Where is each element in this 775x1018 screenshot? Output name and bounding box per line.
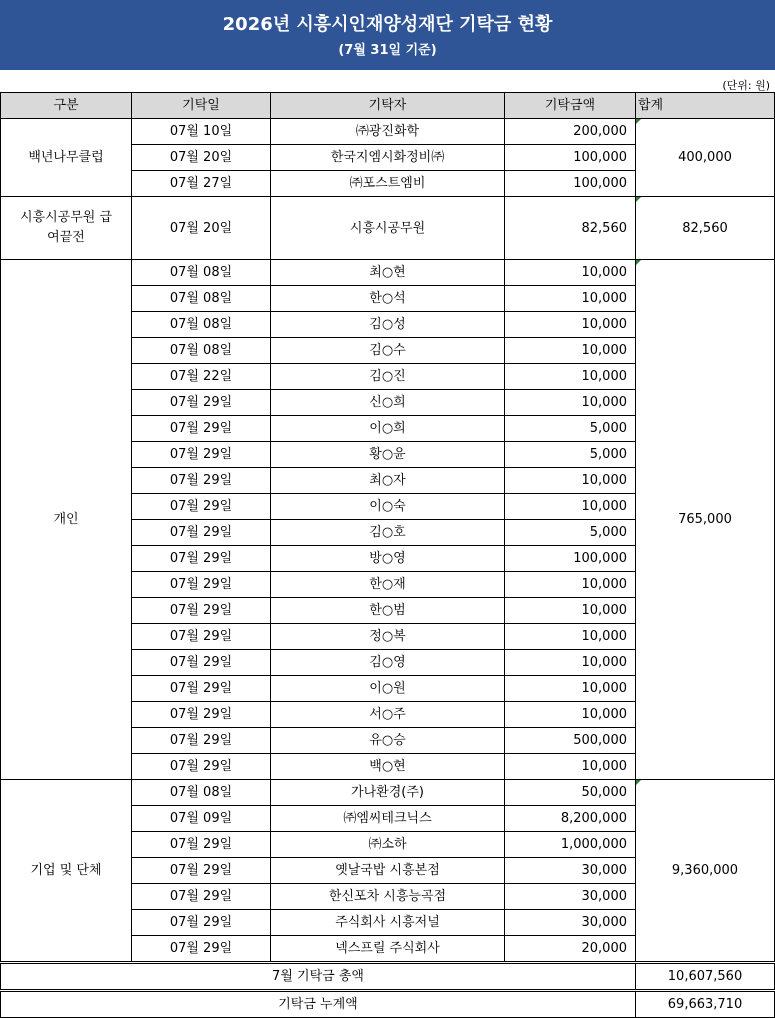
donation-date: 07월 29일 xyxy=(132,442,271,468)
donation-date: 07월 29일 xyxy=(132,884,271,910)
donation-amount: 82,560 xyxy=(505,197,636,260)
group-total xyxy=(636,780,775,963)
donation-date: 07월 29일 xyxy=(132,676,271,702)
donation-date: 07월 29일 xyxy=(132,598,271,624)
donor-name: 서○주 xyxy=(271,702,505,728)
group-total xyxy=(636,119,775,197)
donor-name: 이○원 xyxy=(271,676,505,702)
group-total xyxy=(636,197,775,260)
donation-amount: 200,000 xyxy=(505,119,636,145)
comment-marker-icon xyxy=(636,780,641,785)
donation-amount: 10,000 xyxy=(505,598,636,624)
table-body xyxy=(1,119,775,1018)
header-amount: 기탁금액 xyxy=(505,93,636,119)
donation-date: 07월 29일 xyxy=(132,832,271,858)
donor-name: 시흥시공무원 xyxy=(271,197,505,260)
total-value: 69,663,710 xyxy=(636,991,775,1018)
donor-name: 김○진 xyxy=(271,364,505,390)
donor-name: 정○복 xyxy=(271,624,505,650)
group-total-value: 400,000 xyxy=(678,150,732,165)
donation-amount: 10,000 xyxy=(505,494,636,520)
donation-date: 07월 20일 xyxy=(132,197,271,260)
donor-name: ㈜광진화학 xyxy=(271,119,505,145)
donation-date: 07월 27일 xyxy=(132,171,271,197)
donor-name: 황○윤 xyxy=(271,442,505,468)
donation-amount: 100,000 xyxy=(505,546,636,572)
group-name: 시흥시공무원 급여끝전 xyxy=(1,197,132,260)
total-label: 기탁금 누계액 xyxy=(1,991,636,1018)
donation-amount: 1,000,000 xyxy=(505,832,636,858)
donor-name: 최○현 xyxy=(271,260,505,286)
donation-date: 07월 10일 xyxy=(132,119,271,145)
donation-amount: 10,000 xyxy=(505,650,636,676)
donation-amount: 10,000 xyxy=(505,390,636,416)
donation-date: 07월 29일 xyxy=(132,910,271,936)
donation-amount: 5,000 xyxy=(505,416,636,442)
donation-amount: 500,000 xyxy=(505,728,636,754)
donation-date: 07월 29일 xyxy=(132,572,271,598)
donation-amount: 10,000 xyxy=(505,754,636,780)
donation-date: 07월 29일 xyxy=(132,702,271,728)
donation-date: 07월 29일 xyxy=(132,468,271,494)
donation-date: 07월 29일 xyxy=(132,416,271,442)
donation-date: 07월 29일 xyxy=(132,650,271,676)
header-total: 합계 xyxy=(636,93,775,119)
header-category: 구분 xyxy=(1,93,132,119)
comment-marker-icon xyxy=(636,197,641,202)
donor-name: 한국지엠시화정비㈜ xyxy=(271,145,505,171)
donation-amount: 10,000 xyxy=(505,286,636,312)
donor-name: 한신포차 시흥능곡점 xyxy=(271,884,505,910)
donor-name: 한○석 xyxy=(271,286,505,312)
donation-amount: 30,000 xyxy=(505,858,636,884)
donor-name: 유○승 xyxy=(271,728,505,754)
page-subtitle: (7월 31일 기준) xyxy=(338,43,437,58)
donor-name: 옛날국밥 시흥본점 xyxy=(271,858,505,884)
donation-date: 07월 29일 xyxy=(132,494,271,520)
donation-date: 07월 08일 xyxy=(132,260,271,286)
table-row xyxy=(1,119,775,145)
table-row xyxy=(1,260,775,286)
unit-note: (단위: 원) xyxy=(722,79,770,92)
donation-amount: 10,000 xyxy=(505,702,636,728)
donor-name: 김○성 xyxy=(271,312,505,338)
header-donor: 기탁자 xyxy=(271,93,505,119)
header-date: 기탁일 xyxy=(132,93,271,119)
donation-date: 07월 29일 xyxy=(132,624,271,650)
donation-amount: 100,000 xyxy=(505,145,636,171)
donation-amount: 100,000 xyxy=(505,171,636,197)
total-label: 7월 기탁금 총액 xyxy=(1,963,636,991)
donor-name: 넥스프릴 주식회사 xyxy=(271,936,505,963)
donor-name: 한○범 xyxy=(271,598,505,624)
total-value: 10,607,560 xyxy=(636,963,775,991)
donation-amount: 30,000 xyxy=(505,884,636,910)
donation-date: 07월 29일 xyxy=(132,546,271,572)
donor-name: 방○영 xyxy=(271,546,505,572)
donation-amount: 20,000 xyxy=(505,936,636,963)
header-row xyxy=(1,93,775,119)
table-row xyxy=(1,780,775,806)
donor-name: ㈜소하 xyxy=(271,832,505,858)
donation-date: 07월 29일 xyxy=(132,390,271,416)
donation-date: 07월 29일 xyxy=(132,858,271,884)
donation-amount: 10,000 xyxy=(505,572,636,598)
donation-date: 07월 29일 xyxy=(132,936,271,963)
comment-marker-icon xyxy=(636,260,641,265)
donation-amount: 8,200,000 xyxy=(505,806,636,832)
donation-amount: 5,000 xyxy=(505,442,636,468)
donation-amount: 50,000 xyxy=(505,780,636,806)
total-row xyxy=(1,991,775,1018)
donation-date: 07월 20일 xyxy=(132,145,271,171)
group-name: 기업 및 단체 xyxy=(1,780,132,963)
donor-name: 김○호 xyxy=(271,520,505,546)
donation-date: 07월 08일 xyxy=(132,338,271,364)
donation-table xyxy=(0,92,775,1018)
title-banner xyxy=(0,0,775,70)
donation-date: 07월 29일 xyxy=(132,754,271,780)
donation-date: 07월 29일 xyxy=(132,520,271,546)
donor-name: 백○현 xyxy=(271,754,505,780)
donation-amount: 5,000 xyxy=(505,520,636,546)
donor-name: 주식회사 시흥저널 xyxy=(271,910,505,936)
group-name: 백년나무클럽 xyxy=(1,119,132,197)
donation-amount: 10,000 xyxy=(505,260,636,286)
donation-amount: 10,000 xyxy=(505,676,636,702)
donor-name: 최○자 xyxy=(271,468,505,494)
donation-amount: 10,000 xyxy=(505,468,636,494)
donation-amount: 10,000 xyxy=(505,624,636,650)
donor-name: 한○재 xyxy=(271,572,505,598)
donation-amount: 10,000 xyxy=(505,338,636,364)
donation-date: 07월 29일 xyxy=(132,728,271,754)
page-title: 2026년 시흥시인재양성재단 기탁금 현황 xyxy=(222,14,553,35)
donor-name: 이○숙 xyxy=(271,494,505,520)
donor-name: 김○영 xyxy=(271,650,505,676)
donation-date: 07월 08일 xyxy=(132,312,271,338)
donation-amount: 10,000 xyxy=(505,312,636,338)
comment-marker-icon xyxy=(636,119,641,124)
donation-date: 07월 08일 xyxy=(132,286,271,312)
donation-date: 07월 22일 xyxy=(132,364,271,390)
group-total xyxy=(636,260,775,780)
donor-name: ㈜엠씨테크닉스 xyxy=(271,806,505,832)
donor-name: ㈜포스트엠비 xyxy=(271,171,505,197)
donation-date: 07월 08일 xyxy=(132,780,271,806)
total-row xyxy=(1,963,775,991)
donor-name: 가나환경(주) xyxy=(271,780,505,806)
donation-date: 07월 09일 xyxy=(132,806,271,832)
donor-name: 김○수 xyxy=(271,338,505,364)
group-total-value: 82,560 xyxy=(682,220,728,236)
donor-name: 신○희 xyxy=(271,390,505,416)
group-total-value: 765,000 xyxy=(678,512,732,527)
donation-amount: 30,000 xyxy=(505,910,636,936)
donation-amount: 10,000 xyxy=(505,364,636,390)
group-name: 개인 xyxy=(1,260,132,780)
table-row xyxy=(1,197,775,260)
donor-name: 이○희 xyxy=(271,416,505,442)
group-total-value: 9,360,000 xyxy=(671,863,739,878)
